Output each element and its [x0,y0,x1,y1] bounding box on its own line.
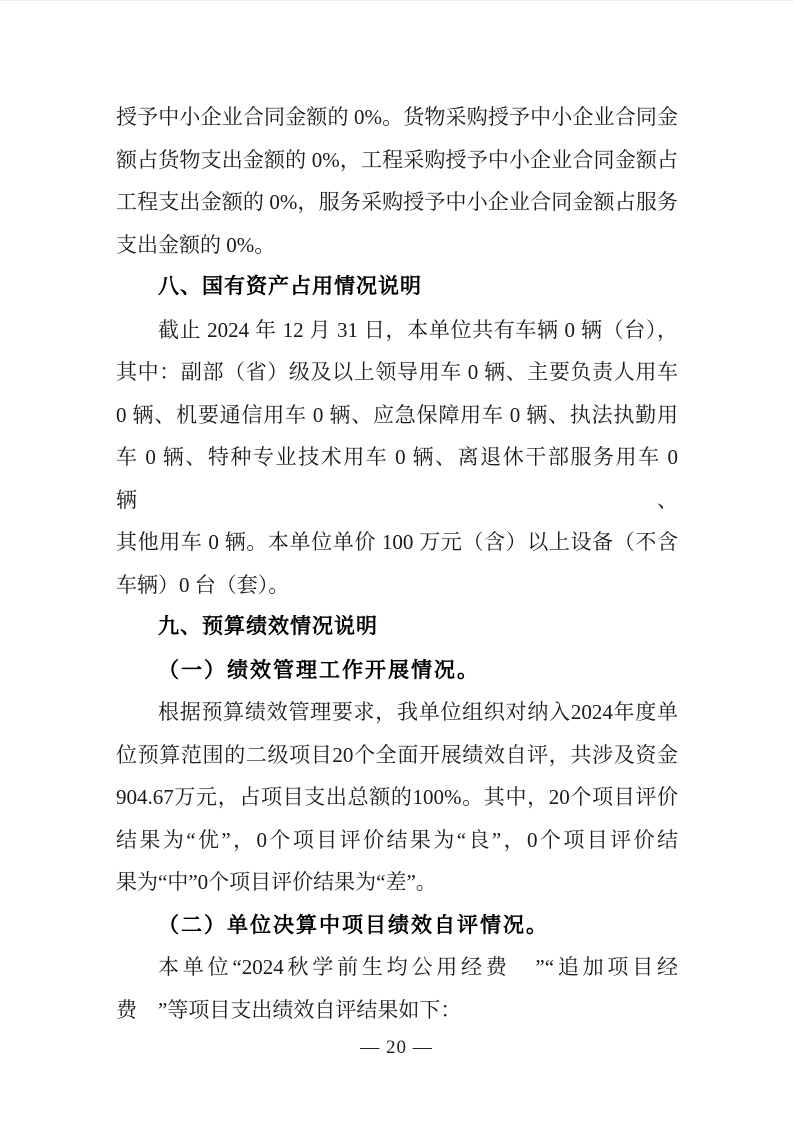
text-line: 授予中小企业合同金额的 0%。货物采购授予中小企业合同金 [116,105,678,129]
text-line: 费 ”等项目支出绩效自评结果如下： [116,997,462,1022]
paragraph-project-list [116,946,678,1031]
text-content [116,96,678,1031]
text-line: 工程支出金额的 0%，服务采购授予中小企业合同金额占服务 [116,190,678,214]
text-line: 果为“中”0个项目评价结果为“差”。 [116,870,437,894]
text-line: 0 辆、机要通信用车 0 辆、应急保障用车 0 辆、执法执勤用 [116,402,678,427]
text-line: 车辆）0 台（套）。 [116,572,290,597]
text-line: 本单位“2024秋学前生均公用经费 ”“追加项目经 [158,955,678,979]
text-line: 结果为“优”，0个项目评价结果为“良”，0个项目评价结 [116,827,678,852]
subsection-heading-project-self-evaluation: （二）单位决算中项目绩效自评情况。 [158,912,549,937]
section-heading-budget-performance: 九、预算绩效情况说明 [158,615,378,638]
paragraph-performance-self-evaluation [116,691,678,904]
text-line: 根据预算绩效管理要求，我单位组织对纳入2024年度单 [158,700,678,724]
paragraph-procurement-smes [116,96,678,266]
text-line: 其中：副部（省）级及以上领导用车 0 辆、主要负责人用车 [116,360,678,384]
text-line: 截止 2024 年 12 月 31 日，本单位共有车辆 0 辆（台）， [158,317,678,342]
text-line: 位预算范围的二级项目20个全面开展绩效自评，共涉及资金 [116,742,678,767]
paragraph-state-assets [116,309,678,607]
text-line: 车 0 辆、特种专业技术用车 0 辆、离退休干部服务用车 0 辆、 [116,445,678,512]
text-line: 支出金额的 0%。 [116,232,276,257]
subsection-heading-performance-management: （一）绩效管理工作开展情况。 [158,657,480,682]
page-number-footer: — 20 — [360,1037,433,1058]
text-line: 904.67万元，占项目支出总额的100%。其中，20个项目评价 [116,785,678,809]
text-line: 额占货物支出金额的 0%，工程采购授予中小企业合同金额占 [116,147,678,172]
section-heading-state-assets: 八、国有资产占用情况说明 [158,275,422,298]
text-line: 其他用车 0 辆。本单位单价 100 万元（含）以上设备（不含 [116,530,678,554]
